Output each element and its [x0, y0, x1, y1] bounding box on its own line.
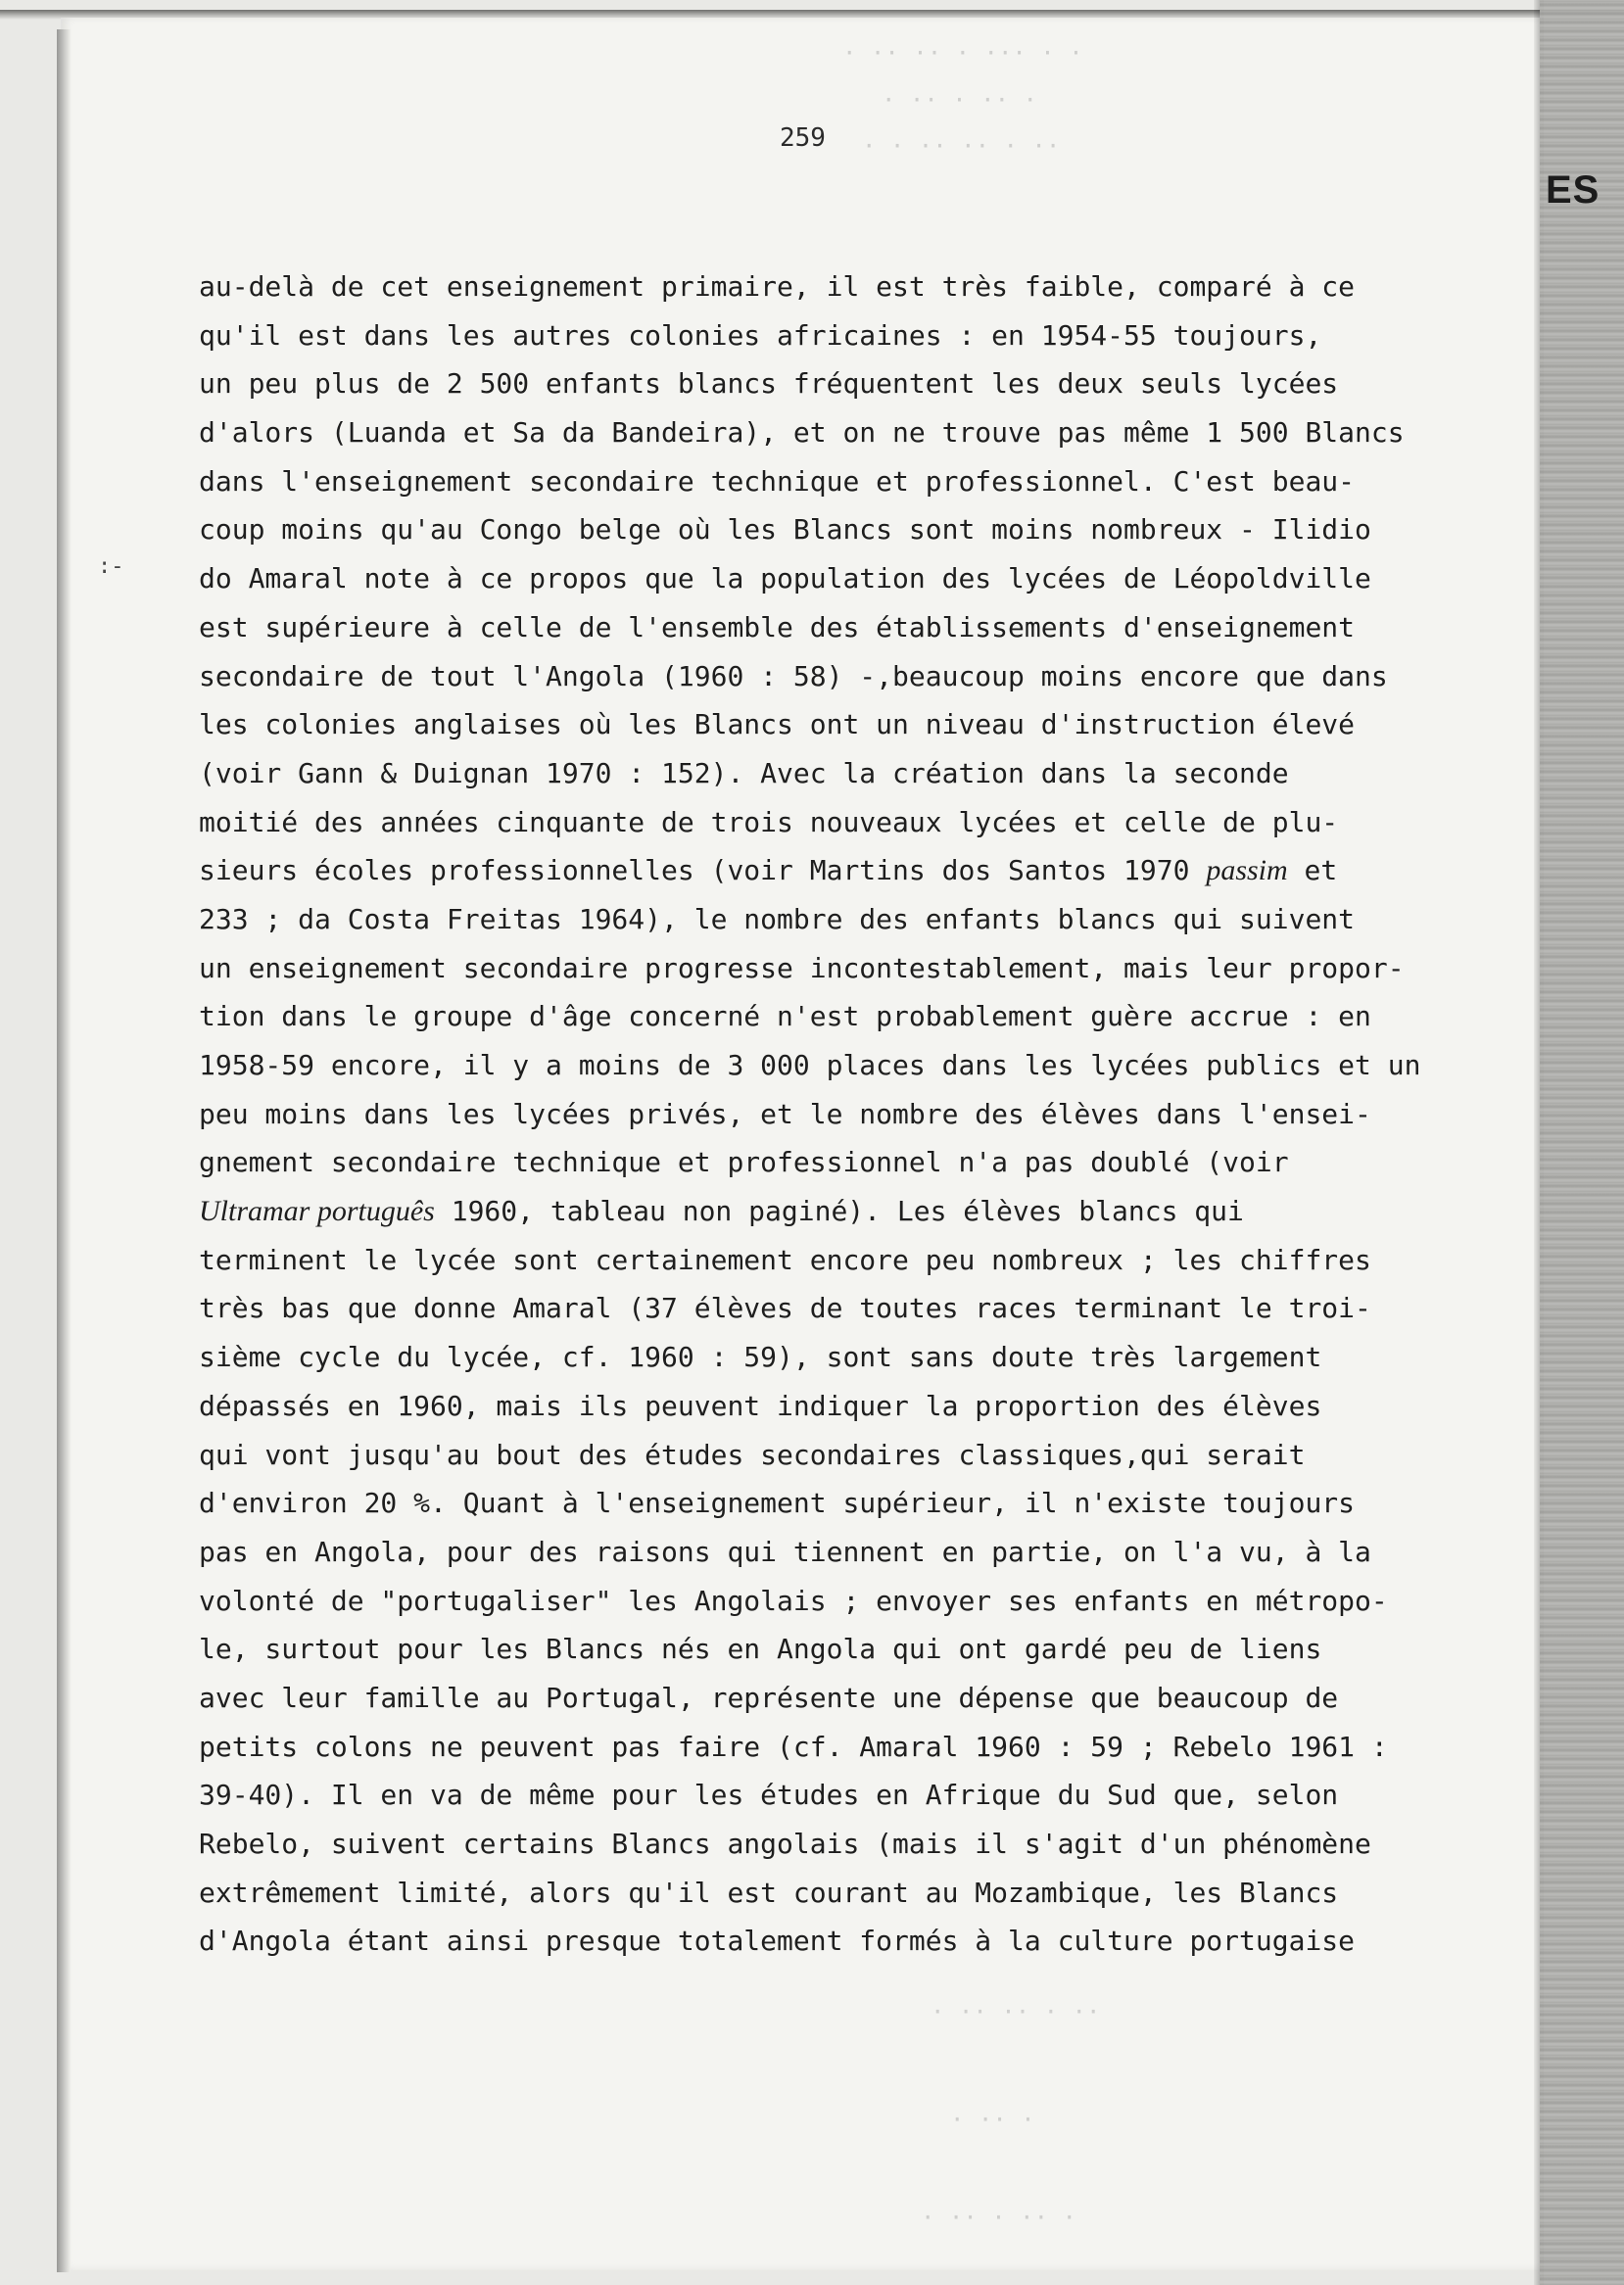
show-through-text: · ·· ·· · ·· — [931, 1998, 1101, 2025]
text-line — [199, 1187, 1443, 1236]
text-segment: sieurs écoles professionnelles (voir Martins dos Santos 1970 — [199, 854, 1207, 887]
text-line: 233 ; da Costa Freitas 1964), le nombre des enfants blancs qui suivent — [199, 902, 1356, 935]
margin-mark: :- — [98, 554, 124, 579]
text-line: extrêmement limité, alors qu'il est courant au Mozambique, les Blancs — [199, 1876, 1339, 1909]
show-through-text: · ·· · ·· · — [882, 86, 1037, 114]
text-line: (voir Gann & Duignan 1970 : 152). Avec la création dans la seconde — [199, 756, 1289, 789]
text-line: un enseignement secondaire progresse incontestablement, mais leur propor- — [199, 951, 1405, 984]
text-line: d'alors (Luanda et Sa da Bandeira), et on ne trouve pas même 1 500 Blancs — [199, 416, 1405, 450]
text-line: volonté de "portugaliser" les Angolais ; envoyer ses enfants en métropo- — [199, 1584, 1388, 1617]
text-segment: et — [1287, 854, 1338, 887]
text-line: Rebelo, suivent certains Blancs angolais (mais il s'agit d'un phénomène — [199, 1828, 1371, 1860]
text-line: 39-40). Il en va de même pour les études en Afrique du Sud que, selon — [199, 1779, 1339, 1812]
paper-left-edge — [57, 29, 71, 2272]
text-line: do Amaral note à ce propos que la population des lycées de Léopoldville — [199, 562, 1371, 595]
text-line: gnement secondaire technique et professionnel n'a pas doublé (voir — [199, 1146, 1289, 1179]
text-line: pas en Angola, pour des raisons qui tiennent en partie, on l'a vu, à la — [199, 1535, 1371, 1568]
page-number: 259 — [780, 123, 826, 153]
show-through-text: · ·· · ·· · — [921, 2204, 1076, 2231]
text-segment: 1960, tableau non paginé). Les élèves blancs qui — [434, 1195, 1244, 1228]
adjacent-page-fragment: ES — [1546, 168, 1600, 212]
text-line: secondaire de tout l'Angola (1960 : 58) -,beaucoup moins encore que dans — [199, 659, 1388, 692]
text-line: est supérieure à celle de l'ensemble des établissements d'enseignement — [199, 610, 1356, 643]
text-line: peu moins dans les lycées privés, et le nombre des élèves dans l'ensei- — [199, 1097, 1371, 1130]
text-line: au-delà de cet enseignement primaire, il est très faible, comparé à ce — [199, 270, 1356, 303]
text-line: très bas que donne Amaral (37 élèves de toutes races terminant le troi- — [199, 1292, 1371, 1325]
text-line: avec leur famille au Portugal, représente une dépense que beaucoup de — [199, 1681, 1339, 1714]
text-line: dépassés en 1960, mais ils peuvent indiquer la proportion des élèves — [199, 1389, 1322, 1422]
text-line: dans l'enseignement secondaire technique et professionnel. C'est beau- — [199, 464, 1356, 498]
text-line: coup moins qu'au Congo belge où les Blancs sont moins nombreux - Ilidio — [199, 513, 1371, 547]
text-line: petits colons ne peuvent pas faire (cf. Amaral 1960 : 59 ; Rebelo 1961 : — [199, 1730, 1388, 1763]
text-line: le, surtout pour les Blancs nés en Angola qui ont gardé peu de liens — [199, 1633, 1322, 1666]
text-line — [199, 846, 1443, 895]
text-line: les colonies anglaises où les Blancs ont un niveau d'instruction élevé — [199, 708, 1356, 741]
show-through-text: · ·· · — [950, 2106, 1035, 2133]
text-line: d'environ 20 %. Quant à l'enseignement supérieur, il n'existe toujours — [199, 1487, 1356, 1520]
text-line: sième cycle du lycée, cf. 1960 : 59), sont sans doute très largement — [199, 1341, 1322, 1374]
text-line: terminent le lycée sont certainement encore peu nombreux ; les chiffres — [199, 1243, 1371, 1276]
italic-title: Ultramar português — [199, 1195, 435, 1228]
text-line: d'Angola étant ainsi presque totalement formés à la culture portugaise — [199, 1925, 1356, 1958]
adjacent-page-strip — [1540, 0, 1624, 2285]
text-line: moitié des années cinquante de trois nouveaux lycées et celle de plu- — [199, 805, 1339, 838]
body-text — [199, 262, 1443, 1966]
text-line: un peu plus de 2 500 enfants blancs fréquentent les deux seuls lycées — [199, 367, 1339, 401]
show-through-text: · · ·· ·· · ·· — [862, 132, 1061, 160]
show-through-text: · ·· ·· · ··· · · — [842, 39, 1083, 67]
italic-term: passim — [1206, 854, 1288, 887]
text-line: tion dans le groupe d'âge concerné n'est probablement guère accrue : en — [199, 1000, 1371, 1033]
text-line: qu'il est dans les autres colonies africaines : en 1954-55 toujours, — [199, 318, 1322, 352]
text-line: qui vont jusqu'au bout des études secondaires classiques,qui serait — [199, 1438, 1306, 1471]
text-line: 1958-59 encore, il y a moins de 3 000 places dans les lycées publics et un — [199, 1049, 1421, 1081]
